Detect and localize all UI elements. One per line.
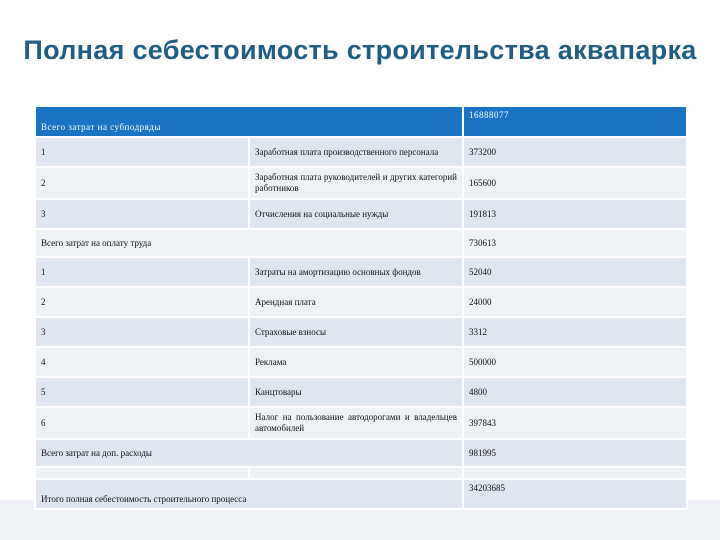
row-description: Отчисления на социальные нужды xyxy=(249,199,463,229)
row-value: 191813 xyxy=(463,199,687,229)
total-label: Итого полная себестоимость строительного процесса xyxy=(35,479,463,509)
row-value: 500000 xyxy=(463,347,687,377)
row-number: 2 xyxy=(35,287,249,317)
row-description: Заработная плата руководителей и других категорий работников xyxy=(249,167,463,199)
table-row xyxy=(35,407,687,439)
subtotal-label: Всего затрат на доп. расходы xyxy=(35,439,463,467)
header-label: Всего затрат на субподряды xyxy=(35,106,463,137)
subtotal-value: 981995 xyxy=(463,439,687,467)
table-row xyxy=(35,137,687,167)
spacer-cell xyxy=(35,467,249,479)
row-description: Заработная плата производственного персонала xyxy=(249,137,463,167)
spacer-cell xyxy=(463,467,687,479)
page-title: Полная себестоимость строительства аквапарка xyxy=(23,35,697,65)
row-number: 4 xyxy=(35,347,249,377)
total-value: 34203685 xyxy=(463,479,687,509)
table-row xyxy=(35,167,687,199)
subtotal-row xyxy=(35,229,687,257)
table-row xyxy=(35,347,687,377)
row-description: Налог на пользование автодорогами и владельцев автомобилей xyxy=(249,407,463,439)
row-number: 1 xyxy=(35,257,249,287)
row-value: 397843 xyxy=(463,407,687,439)
row-value: 52040 xyxy=(463,257,687,287)
row-number: 2 xyxy=(35,167,249,199)
row-description: Затраты на амортизацию основных фондов xyxy=(249,257,463,287)
row-value: 165600 xyxy=(463,167,687,199)
subtotal-value: 730613 xyxy=(463,229,687,257)
row-number: 6 xyxy=(35,407,249,439)
row-value: 3312 xyxy=(463,317,687,347)
cost-table xyxy=(34,105,688,510)
table-row xyxy=(35,257,687,287)
row-value: 373200 xyxy=(463,137,687,167)
table-row xyxy=(35,377,687,407)
spacer-cell xyxy=(249,467,463,479)
spacer-row xyxy=(35,467,687,479)
row-value: 24000 xyxy=(463,287,687,317)
row-number: 3 xyxy=(35,199,249,229)
total-row xyxy=(35,479,687,509)
row-description: Канцтовары xyxy=(249,377,463,407)
row-number: 3 xyxy=(35,317,249,347)
header-value: 16888077 xyxy=(463,106,687,137)
table-header-row xyxy=(35,106,687,137)
row-description: Арендная плата xyxy=(249,287,463,317)
subtotal-label: Всего затрат на оплату труда xyxy=(35,229,463,257)
row-description: Реклама xyxy=(249,347,463,377)
row-number: 5 xyxy=(35,377,249,407)
row-value: 4800 xyxy=(463,377,687,407)
subtotal-row xyxy=(35,439,687,467)
row-description: Страховые взносы xyxy=(249,317,463,347)
table-row xyxy=(35,287,687,317)
table-row xyxy=(35,317,687,347)
row-number: 1 xyxy=(35,137,249,167)
table-row xyxy=(35,199,687,229)
